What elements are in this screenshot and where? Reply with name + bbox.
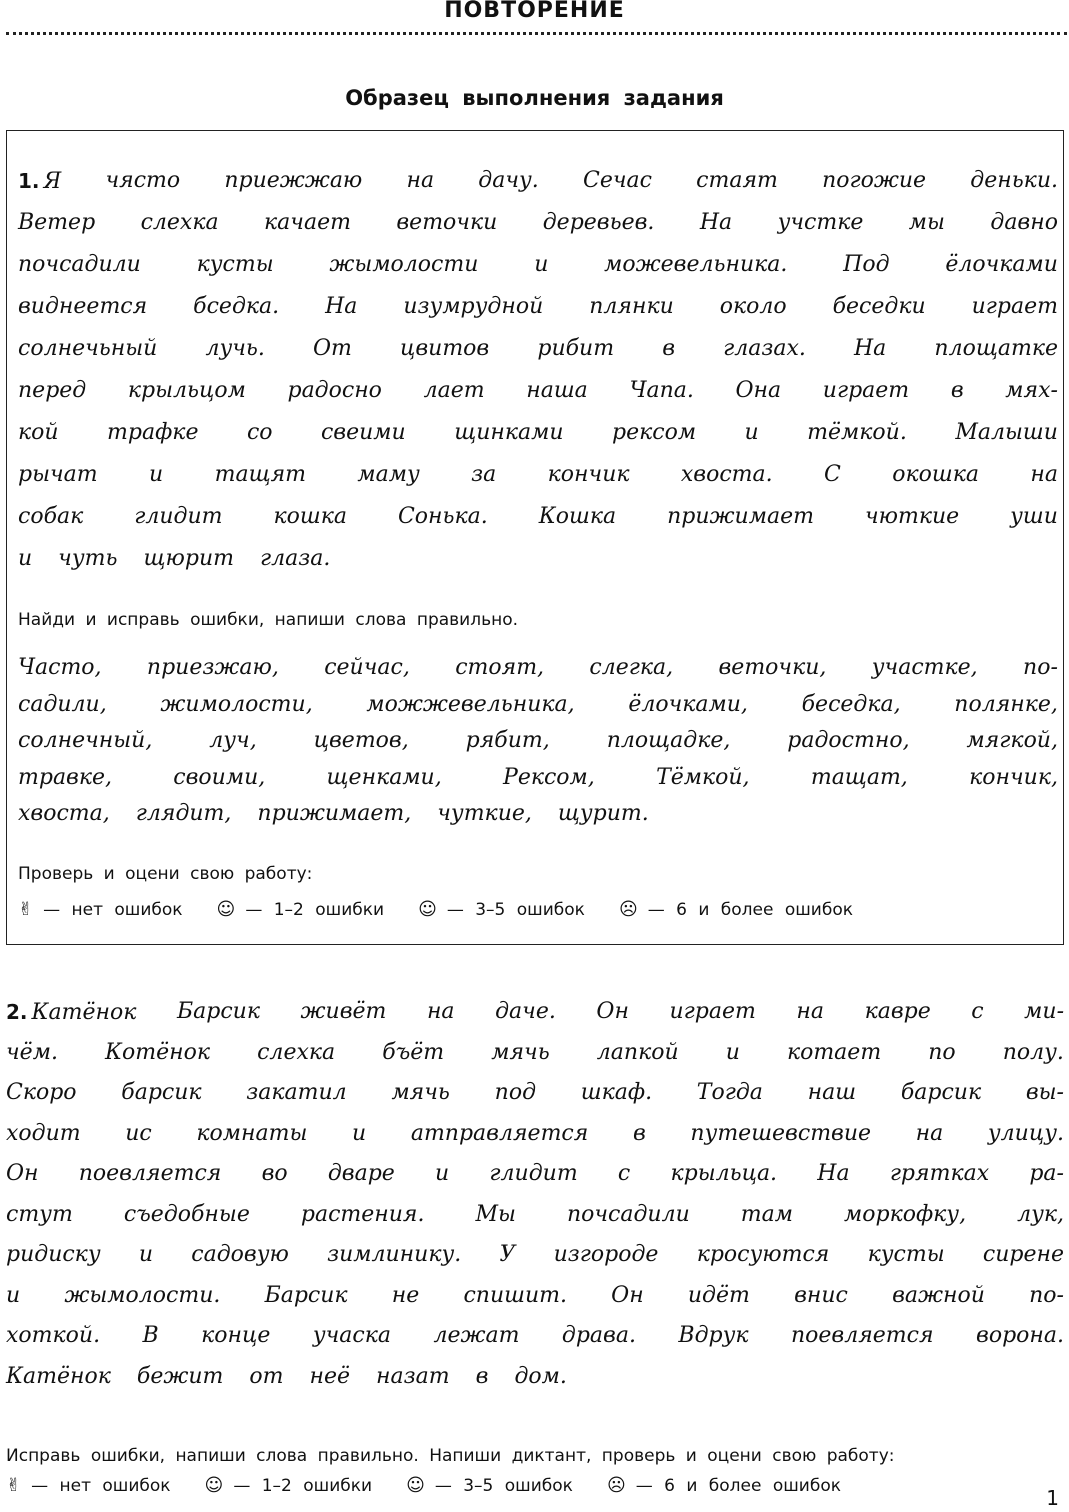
word: бъёт: [382, 1039, 445, 1065]
word: глаза.: [259, 546, 331, 571]
grade-item: [18, 899, 183, 920]
word: назат: [376, 1363, 450, 1389]
smile-icon: ☺: [204, 1475, 224, 1496]
grade-label: — нет ошибок: [43, 899, 183, 920]
grade-label: — 3–5 ошибок: [446, 899, 585, 920]
word: шкаф.: [580, 1080, 653, 1105]
text-line: [6, 1033, 1064, 1074]
exercise-number: 2.: [6, 1000, 28, 1024]
grading-scale-2: [6, 1475, 841, 1496]
neutral-face-icon: ☺: [406, 1475, 425, 1496]
word: У: [499, 1242, 516, 1267]
word: кой: [18, 420, 59, 445]
word: Я: [43, 169, 62, 194]
grade-item: [217, 899, 385, 920]
text-line: [6, 1235, 1064, 1276]
word: от: [249, 1363, 284, 1389]
word: бежит: [136, 1363, 224, 1389]
text-line: [18, 687, 1058, 724]
word: во: [261, 1161, 288, 1186]
grade-item: [406, 1475, 573, 1496]
word: кончик,: [969, 764, 1058, 790]
word: беседка,: [801, 691, 901, 717]
word: на: [406, 168, 435, 193]
word: солнечный,: [18, 728, 153, 753]
word: и: [534, 252, 549, 277]
word: свеими: [320, 420, 406, 445]
word: щюрит: [143, 546, 234, 571]
corrected-words: [18, 650, 1058, 833]
grade-item: [205, 1475, 373, 1496]
word: Мы: [475, 1201, 516, 1227]
word: поевляется: [78, 1161, 222, 1186]
word: Он: [611, 1282, 644, 1308]
word: рексом: [612, 420, 697, 445]
word: грятках: [889, 1161, 990, 1186]
word: играет: [822, 378, 910, 403]
word: дваре: [327, 1161, 395, 1186]
word: На: [699, 210, 733, 235]
word: погожие: [822, 168, 927, 193]
word: около: [719, 294, 787, 319]
word: барсик: [900, 1080, 982, 1105]
word: Котёнок: [105, 1039, 211, 1065]
word: солнечьный: [18, 336, 158, 361]
text-line: [18, 723, 1058, 760]
word: Ветер: [18, 210, 96, 235]
word: поевляется: [790, 1323, 934, 1348]
word: ёлочками,: [628, 691, 748, 717]
word: щинками: [454, 420, 564, 445]
word: кусты: [867, 1242, 945, 1267]
text-line: [18, 160, 1058, 202]
word: там: [740, 1201, 793, 1227]
grade-item: [619, 899, 853, 920]
find-errors-prompt: Найди и исправь ошибки, напиши слова правильно.: [18, 610, 519, 630]
page-title: ПОВТОРЕНИЕ: [444, 0, 625, 23]
word: рибит: [537, 336, 615, 361]
word: спишит.: [463, 1282, 567, 1308]
word: Кошка: [538, 504, 617, 529]
word: зимлинику.: [327, 1242, 462, 1267]
word: Скоро: [6, 1080, 77, 1105]
word: ис: [125, 1120, 152, 1146]
word: с: [971, 999, 984, 1024]
word: прижимает,: [257, 801, 412, 826]
text-line: [18, 412, 1058, 454]
sad-face-icon: ☹: [618, 899, 638, 920]
word: рычат: [18, 462, 98, 487]
word: полянке,: [954, 691, 1058, 717]
word: прижимает: [667, 504, 814, 529]
word: мы: [908, 210, 945, 235]
word: ра-: [1029, 1161, 1064, 1186]
word: садили,: [18, 691, 107, 717]
word: площадке,: [606, 728, 731, 753]
word: важной: [892, 1282, 985, 1308]
word: полу.: [1002, 1039, 1064, 1065]
word: чём.: [6, 1039, 58, 1065]
word: Она: [735, 378, 782, 403]
word: деньки.: [970, 168, 1058, 193]
word: наш: [807, 1080, 857, 1105]
word: кавре: [864, 999, 931, 1024]
word: Сечас: [582, 168, 652, 193]
text-line: [6, 1195, 1064, 1236]
word: ридиску: [6, 1242, 101, 1267]
word: давно: [990, 210, 1058, 235]
word: и: [435, 1161, 450, 1186]
word: дом.: [514, 1363, 567, 1389]
word: На: [853, 336, 887, 361]
text-line: [18, 796, 1058, 833]
word: мях-: [1005, 378, 1058, 403]
word: слехка: [140, 210, 219, 235]
text-line: [18, 454, 1058, 496]
word: глидит: [134, 504, 223, 529]
word: Барсик: [264, 1282, 348, 1308]
word: съедобные: [123, 1201, 250, 1227]
word: беседки: [832, 294, 926, 319]
check-prompt: Проверь и оцени свою работу:: [18, 864, 313, 884]
word: площатке: [934, 336, 1058, 361]
word: почсадили: [18, 252, 141, 277]
word: в: [632, 1120, 646, 1146]
word: Чапа.: [629, 378, 694, 403]
word: и: [352, 1120, 367, 1146]
word: глидит: [489, 1161, 578, 1186]
grading-scale-1: [18, 899, 853, 920]
word: Малыши: [955, 420, 1058, 445]
word: стаят: [696, 168, 778, 193]
word: щурит.: [557, 801, 649, 826]
word: Часто,: [18, 655, 102, 680]
grade-label: — 6 и более ошибок: [647, 899, 854, 920]
word: барсик: [121, 1080, 202, 1105]
word: своими,: [173, 764, 266, 790]
word: радосно: [287, 378, 382, 403]
word: Тёмкой,: [656, 764, 750, 790]
word: Барсик: [176, 999, 260, 1024]
word: на: [1030, 462, 1058, 487]
word: На: [817, 1161, 850, 1186]
word: кончик: [547, 462, 630, 487]
word: трафке: [107, 420, 199, 445]
word: по: [928, 1039, 956, 1065]
exercise-2-prompt: Исправь ошибки, напиши слова правильно. Напиши диктант, проверь и оцени свою работу:: [6, 1446, 895, 1466]
word: От: [312, 336, 352, 361]
word: щенками,: [326, 764, 442, 790]
word: Тогда: [696, 1080, 763, 1105]
text-line: [6, 1073, 1064, 1114]
word: изгороде: [553, 1242, 659, 1267]
word: на: [796, 999, 825, 1024]
word: тащат,: [810, 764, 908, 790]
word: Под: [843, 252, 890, 277]
word: и: [6, 1282, 21, 1308]
word: в: [475, 1363, 489, 1389]
word: приезжаю,: [146, 655, 279, 680]
word: неё: [309, 1363, 351, 1389]
word: на: [915, 1120, 944, 1146]
word: кросуются: [696, 1242, 830, 1267]
exercise-2-text: [6, 992, 1064, 1397]
word: деревьев.: [542, 210, 655, 235]
word: цвитов: [400, 336, 490, 361]
word: по-: [1029, 1282, 1064, 1308]
grade-label: — 1–2 ошибки: [245, 899, 385, 920]
word: путешевствие: [690, 1120, 872, 1146]
word: радостно,: [787, 728, 910, 753]
word: и: [18, 546, 33, 571]
word: плянки: [589, 294, 674, 319]
text-line: [6, 1357, 1064, 1398]
word: тащят: [214, 462, 307, 487]
word: приежжаю: [224, 168, 363, 193]
word: жымолости: [329, 252, 479, 277]
exercise-number: 1.: [18, 169, 40, 193]
grade-item: [6, 1475, 171, 1496]
word: стут: [6, 1201, 73, 1227]
word: даче.: [495, 999, 556, 1024]
text-line: [6, 1316, 1064, 1357]
text-line: [6, 992, 1064, 1033]
word: дачу.: [478, 168, 539, 193]
word: учстке: [777, 210, 864, 235]
word: глазах.: [723, 336, 806, 361]
word: играет: [669, 999, 756, 1024]
word: улицу.: [987, 1120, 1064, 1146]
word: котает: [786, 1039, 882, 1065]
word: изумрудной: [403, 294, 544, 319]
word: мячь: [491, 1039, 550, 1065]
word: жымолости.: [64, 1282, 221, 1308]
word: Он: [596, 999, 629, 1024]
word: и: [725, 1039, 740, 1065]
word: В: [142, 1323, 159, 1348]
word: маму: [357, 462, 420, 487]
word: и: [744, 420, 759, 445]
word: и: [149, 462, 164, 487]
word: закатил: [246, 1080, 347, 1105]
word: играет: [971, 294, 1058, 319]
word: кусты: [196, 252, 274, 277]
word: лапкой: [596, 1039, 679, 1065]
word: по-: [1023, 655, 1058, 680]
word: тёмкой.: [807, 420, 907, 445]
word: сирене: [982, 1242, 1064, 1267]
text-line: [6, 1276, 1064, 1317]
word: слехка: [257, 1039, 336, 1065]
word: крыльцом: [127, 378, 246, 403]
word: наша: [526, 378, 588, 403]
word: можевельника.: [604, 252, 788, 277]
word: чюткие: [864, 504, 960, 529]
text-line: [6, 1154, 1064, 1195]
word: С: [824, 462, 841, 487]
grade-label: — 1–2 ошибки: [233, 1475, 373, 1496]
word: хоткой.: [6, 1323, 101, 1348]
word: луч,: [209, 728, 257, 753]
word: ёлочками: [945, 252, 1058, 277]
text-line: [18, 328, 1058, 370]
word: лает: [423, 378, 485, 403]
word: Сонька.: [397, 504, 488, 529]
word: Он: [6, 1161, 39, 1186]
word: можжевельника,: [366, 691, 575, 717]
word: и: [138, 1242, 154, 1267]
word: На: [325, 294, 358, 319]
word: стоят,: [455, 655, 545, 680]
grade-label: — нет ошибок: [31, 1475, 171, 1496]
word: со: [246, 420, 273, 445]
word: внис: [794, 1282, 848, 1308]
word: атправляется: [410, 1120, 589, 1146]
page-number: 1: [1046, 1486, 1059, 1510]
smile-icon: ☺: [216, 899, 236, 920]
word: идёт: [687, 1282, 750, 1308]
text-line: [18, 370, 1058, 412]
text-line: [18, 538, 1058, 580]
sad-face-icon: ☹: [606, 1475, 626, 1496]
word: с: [617, 1161, 631, 1186]
grade-label: — 3–5 ошибок: [434, 1475, 573, 1496]
word: окошка: [892, 462, 979, 487]
word: мягкой,: [966, 728, 1058, 753]
text-line: [18, 202, 1058, 244]
word: садовую: [191, 1242, 289, 1267]
word: под: [494, 1080, 537, 1105]
word: рябит,: [465, 728, 550, 753]
text-line: [18, 650, 1058, 687]
text-line: [18, 244, 1058, 286]
word: травке,: [18, 764, 113, 790]
word: вы-: [1025, 1080, 1064, 1105]
word: ходит: [6, 1120, 81, 1146]
exercise-1-text: [18, 160, 1058, 580]
word: моркофку,: [844, 1201, 967, 1227]
word: слегка,: [589, 655, 674, 680]
word: бседка.: [193, 294, 280, 319]
word: за: [471, 462, 497, 487]
word: качает: [264, 210, 351, 235]
word: виднеется: [18, 294, 148, 319]
word: в: [662, 336, 675, 361]
word: лук,: [1017, 1201, 1064, 1227]
text-line: [18, 496, 1058, 538]
word: учаска: [312, 1323, 391, 1348]
word: растения.: [300, 1201, 425, 1227]
word: в: [950, 378, 964, 403]
text-line: [18, 760, 1058, 797]
text-line: [18, 286, 1058, 328]
thumbs-up-icon: ✌: [18, 899, 34, 920]
grade-item: [418, 899, 585, 920]
word: хвоста,: [18, 801, 110, 826]
word: ворона.: [976, 1323, 1064, 1348]
word: на: [426, 999, 455, 1024]
grade-item: [607, 1475, 841, 1496]
word: участке,: [871, 655, 978, 680]
word: сейчас,: [324, 655, 410, 680]
word: крыльца.: [670, 1161, 778, 1186]
dotted-divider: [6, 32, 1067, 35]
sample-heading: Образец выполнения задания: [345, 86, 724, 110]
word: Катёнок: [31, 1000, 137, 1025]
thumbs-up-icon: ✌: [6, 1475, 22, 1496]
word: чуть: [58, 546, 118, 571]
word: собак: [18, 504, 84, 529]
word: уши: [1010, 504, 1058, 529]
word: жимолости,: [160, 691, 313, 717]
word: драва.: [561, 1323, 636, 1348]
word: глядит,: [135, 801, 232, 826]
word: почсадили: [566, 1201, 690, 1227]
word: лучь.: [205, 336, 265, 361]
word: чуткие,: [437, 801, 532, 826]
text-line: [6, 1114, 1064, 1155]
word: веточки: [396, 210, 498, 235]
word: не: [391, 1282, 420, 1308]
word: хвоста.: [680, 462, 773, 487]
word: конце: [201, 1323, 271, 1348]
word: чясто: [105, 168, 181, 193]
word: Катёнок: [6, 1363, 111, 1389]
word: перед: [18, 378, 87, 403]
word: лежат: [433, 1323, 520, 1348]
word: веточки,: [718, 655, 827, 680]
word: кошка: [273, 504, 347, 529]
word: ми-: [1024, 999, 1064, 1024]
word: живёт: [300, 999, 387, 1024]
grade-label: — 6 и более ошибок: [635, 1475, 842, 1496]
word: Рексом,: [503, 764, 595, 790]
word: мячь: [391, 1080, 450, 1105]
word: комнаты: [196, 1120, 308, 1146]
neutral-face-icon: ☺: [418, 899, 437, 920]
word: Вдрук: [678, 1323, 749, 1348]
word: цветов,: [313, 728, 409, 753]
